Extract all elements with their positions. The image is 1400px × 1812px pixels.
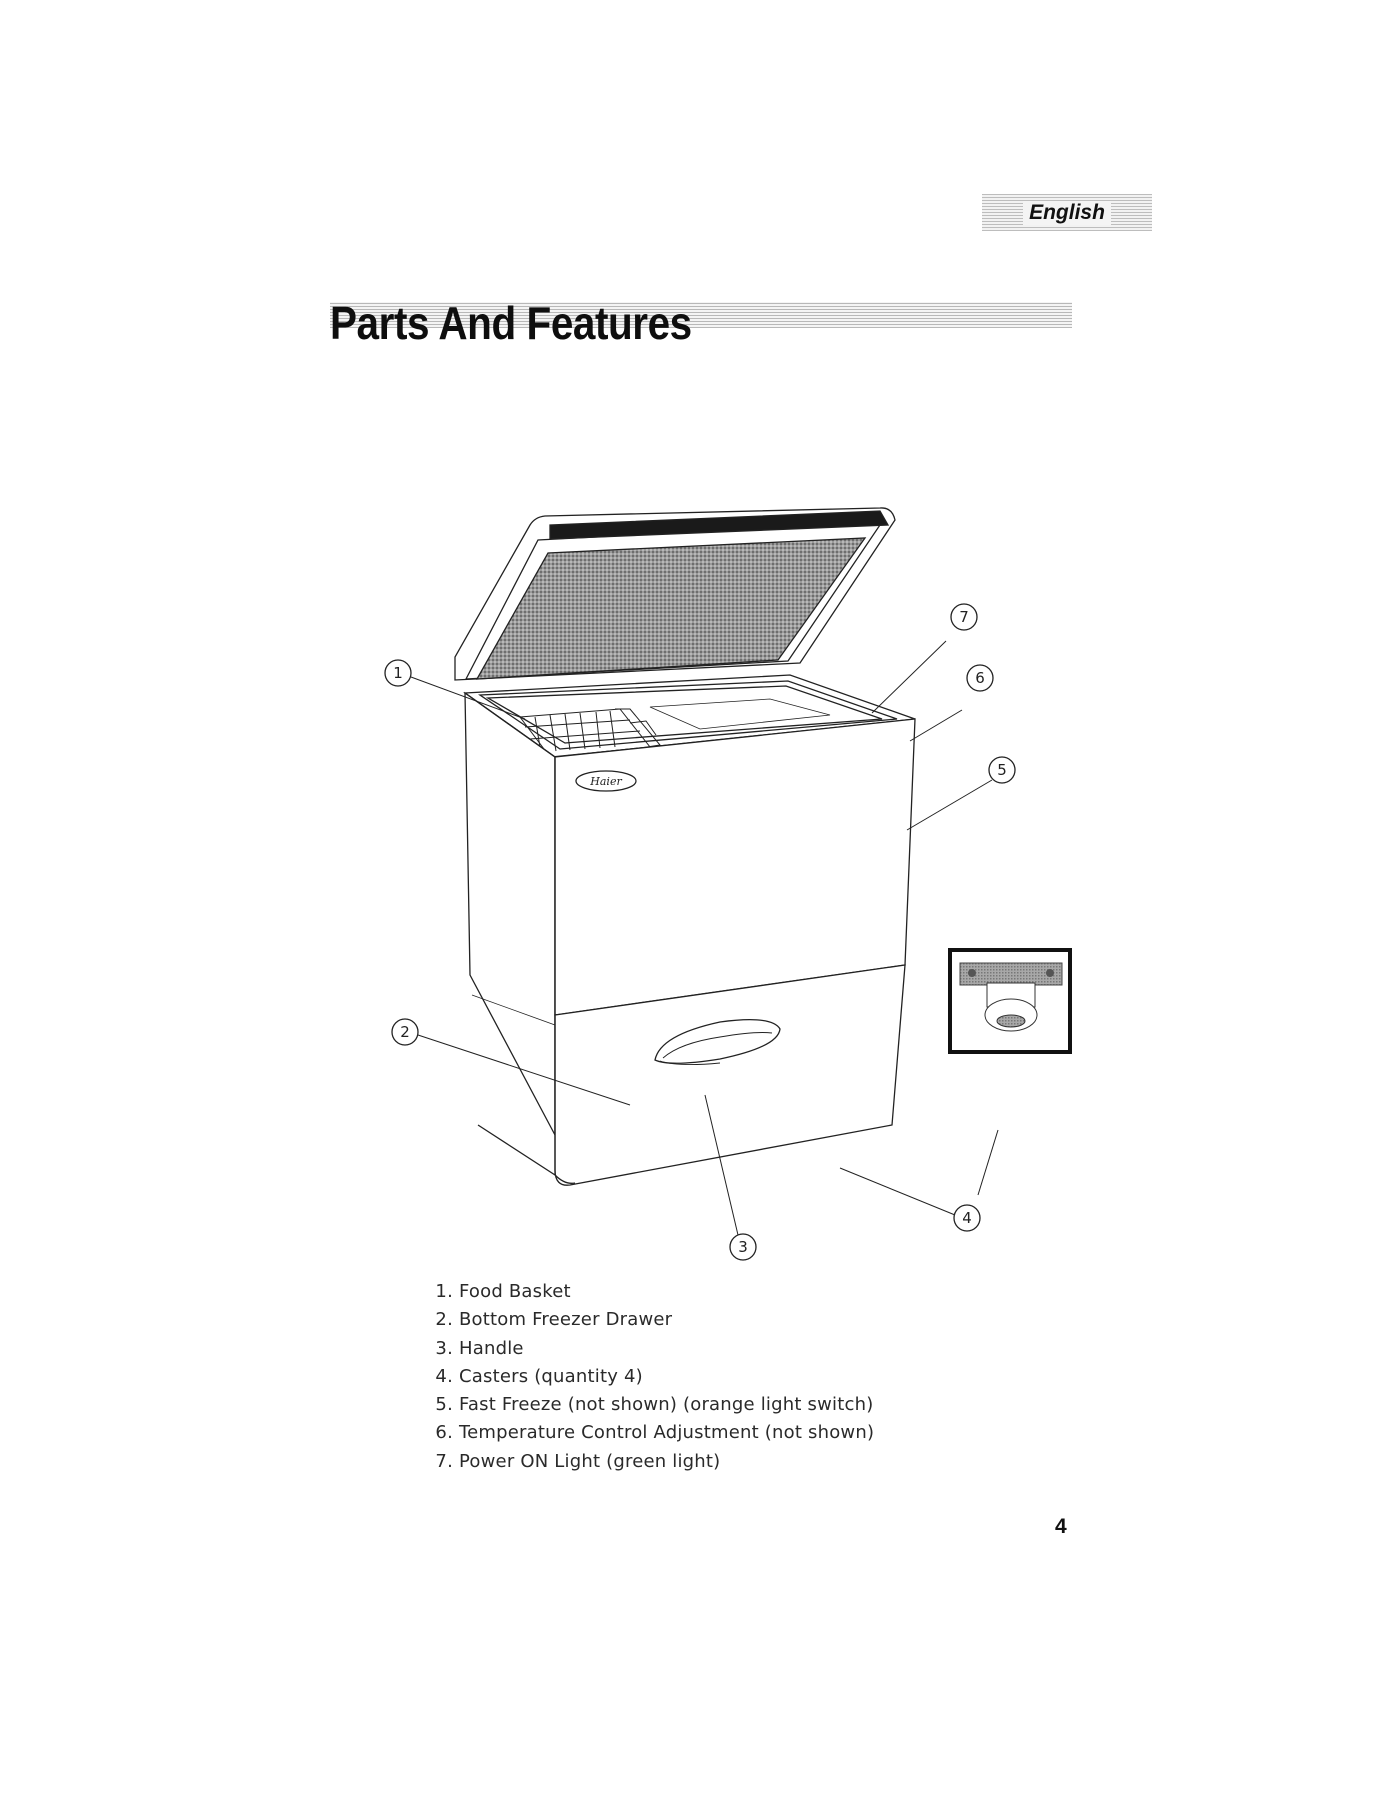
callout-3	[730, 1234, 756, 1260]
callout-5	[989, 757, 1015, 783]
svg-text:3: 3	[738, 1238, 748, 1256]
part-label: Casters (quantity 4)	[459, 1365, 643, 1387]
callout-4	[954, 1205, 980, 1231]
part-label: Fast Freeze (not shown) (orange light switch)	[459, 1394, 874, 1416]
language-tab	[982, 194, 1152, 231]
svg-text:4: 4	[962, 1209, 972, 1227]
callout-6	[967, 665, 993, 691]
parts-list-item: 6. Temperature Control Adjustment (not shown)	[435, 1422, 875, 1444]
svg-text:5: 5	[997, 761, 1007, 779]
parts-list-item: 4. Casters (quantity 4)	[435, 1365, 643, 1387]
part-label: Power ON Light (green light)	[459, 1450, 721, 1472]
svg-text:1: 1	[393, 664, 403, 682]
parts-list-item: 3. Handle	[435, 1337, 524, 1359]
page-title-row	[330, 297, 1072, 356]
parts-list-item: 2. Bottom Freezer Drawer	[435, 1309, 673, 1331]
callout-7	[951, 604, 977, 630]
brand-logo: Haier	[590, 775, 622, 788]
svg-text:7: 7	[959, 608, 969, 626]
freezer-diagram	[360, 495, 1080, 1265]
caster-inset	[950, 950, 1070, 1052]
parts-list	[428, 1278, 874, 1476]
parts-list-item: 7. Power ON Light (green light)	[435, 1450, 721, 1472]
part-label: Food Basket	[459, 1281, 571, 1302]
parts-list-item: 1. Food Basket	[435, 1281, 571, 1302]
callout-1	[385, 660, 411, 686]
part-label: Temperature Control Adjustment (not shown)	[459, 1422, 875, 1444]
callout-2	[392, 1019, 418, 1045]
part-label: Handle	[459, 1337, 524, 1359]
freezer-illustration	[360, 495, 1080, 1265]
part-label: Bottom Freezer Drawer	[459, 1309, 673, 1331]
parts-list-item: 5. Fast Freeze (not shown) (orange light switch)	[435, 1394, 874, 1416]
page-number: 4	[1055, 1515, 1067, 1538]
language-tab-label: English	[1023, 201, 1111, 225]
freezer-body	[455, 508, 915, 1185]
page-title: Parts And Features	[330, 297, 692, 349]
svg-text:6: 6	[975, 669, 985, 687]
svg-text:2: 2	[400, 1023, 410, 1041]
